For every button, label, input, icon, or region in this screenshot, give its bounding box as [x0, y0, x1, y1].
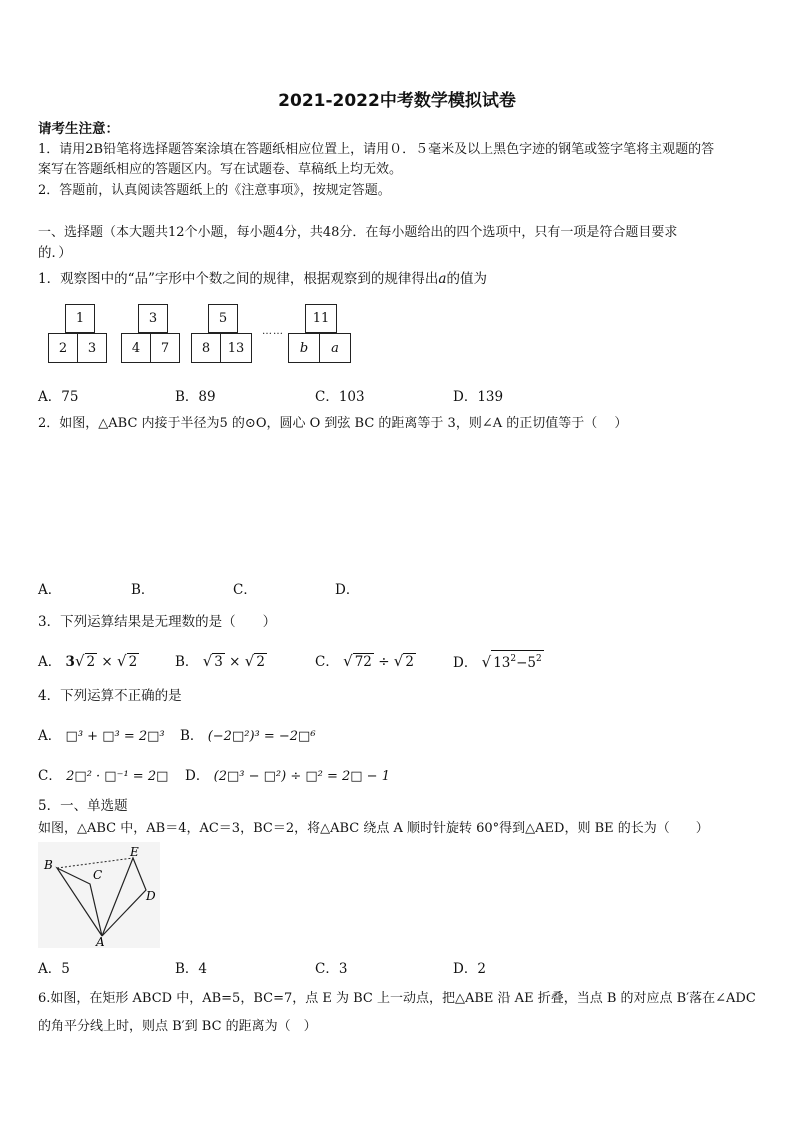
- q4-option-d-expression: (2□³ − □²) ÷ □² = 2□ − 1: [213, 769, 390, 784]
- q3-option-d-exp-2: 2: [536, 654, 542, 664]
- q4-option-c-expression: 2□² · □⁻¹ = 2□: [66, 769, 169, 784]
- notice-heading: 请考生注意：: [38, 121, 119, 137]
- q6-stem-line-1: 6.如图，在矩形 ABCD 中，AB=5，BC=7，点 E 为 BC 上一动点，把△ABE 沿 AE 折叠，当点 B 的对应点 B′落在∠ADC: [38, 991, 756, 1006]
- q3-option-d-radicand: [491, 650, 544, 671]
- q3-option-d-operator: −: [516, 655, 528, 671]
- q3-option-c[interactable]: C． √ 72 ÷ √ 2: [315, 652, 414, 670]
- section-heading-line-2: 的．）: [38, 245, 72, 261]
- q5-option-b[interactable]: B．4: [175, 961, 208, 977]
- q2-option-b[interactable]: B．: [131, 582, 155, 598]
- q5-heading: 5．一、单选题: [38, 798, 128, 814]
- q6-stem-line-2: 的角平分线上时，则点 B′到 BC 的距离为（ ）: [38, 1019, 317, 1034]
- q5-figure: [38, 842, 160, 948]
- notice-item-2: 2．答题前，认真阅读答题纸上的《注意事项》，按规定答题。: [38, 183, 391, 198]
- q3-option-b-label: B．: [175, 654, 199, 670]
- q4-stem: 4．下列运算不正确的是: [38, 688, 182, 704]
- q2-stem: 2．如图，△ABC 内接于半径为5 的⊙O，圆心 O 到弦 BC 的距离等于 3，则∠A 的正切值等于（ ）: [38, 416, 628, 431]
- q1-group-2-left: 4: [121, 333, 151, 363]
- q1-group-4-right: a: [319, 333, 351, 363]
- q3-option-d-base-1: 13: [493, 655, 511, 671]
- q3-option-a-radicand-1: 2: [86, 654, 96, 670]
- q3-option-b-radicand-1: 3: [214, 654, 223, 670]
- section-heading-line-1: 一、选择题（本大题共12个小题，每小题4分，共48分．在每小题给出的四个选项中，只有一项是符合题目要求: [38, 225, 678, 240]
- q4-option-c[interactable]: [38, 764, 168, 784]
- q1-option-b[interactable]: B．89: [175, 389, 216, 405]
- q3-option-c-operator: ÷: [378, 654, 390, 670]
- q3-option-a-operator: ×: [101, 654, 113, 670]
- q5-label-d: D: [146, 889, 156, 903]
- q5-option-c[interactable]: C．3: [315, 961, 348, 977]
- q1-group-4-top: 11: [305, 304, 337, 333]
- q1-option-c[interactable]: C．103: [315, 389, 365, 405]
- q3-option-d-label: D．: [453, 655, 478, 671]
- q3-option-a[interactable]: A． 3√ 2 × √ 2: [38, 652, 138, 670]
- q3-option-a-coef: 3: [65, 654, 75, 670]
- q3-stem: 3．下列运算结果是无理数的是（ ）: [38, 614, 277, 630]
- q4-option-b-expression: (−2□²)³ = −2□⁶: [207, 729, 316, 744]
- q3-option-c-radicand-2: 2: [405, 654, 414, 670]
- q2-option-a[interactable]: A．: [38, 582, 62, 598]
- q4-option-a-expression: □³ + □³ = 2□³: [65, 729, 165, 744]
- q5-stem: 如图，△ABC 中，AB＝4，AC＝3，BC＝2，将△ABC 绕点 A 顺时针旋转 60°得到△AED，则 BE 的长为（ ）: [38, 821, 709, 836]
- q1-group-1-top: 1: [65, 304, 95, 333]
- q1-stem-end: 的值为: [446, 271, 487, 287]
- q1-group-1-right: 3: [77, 333, 107, 363]
- q1-stem: [38, 268, 487, 290]
- q5-label-a: A: [96, 935, 105, 948]
- notice-item-1-line-2: 案写在答题纸相应的答题区内。写在试题卷、草稿纸上均无效。: [38, 162, 403, 177]
- q4-option-d[interactable]: [185, 764, 390, 784]
- q4-option-a-label: A．: [38, 728, 62, 744]
- q1-option-d[interactable]: D．139: [453, 389, 504, 405]
- q1-group-3-top: 5: [208, 304, 238, 333]
- q2-option-c[interactable]: C．: [233, 582, 257, 598]
- q3-option-a-radicand-2: 2: [128, 654, 138, 670]
- q1-variable: a: [438, 271, 447, 287]
- q5-label-e: E: [130, 845, 139, 859]
- q3-option-b-radicand-2: 2: [256, 654, 265, 670]
- q1-option-a[interactable]: A．75: [38, 389, 79, 405]
- q1-group-3-right: 13: [220, 333, 252, 363]
- q3-option-d-base-2: 5: [527, 655, 537, 671]
- q3-option-c-label: C．: [315, 654, 339, 670]
- q1-group-3-left: 8: [191, 333, 221, 363]
- q3-option-b[interactable]: B． √ 3 × √ 2: [175, 652, 265, 670]
- q4-option-c-label: C．: [38, 768, 62, 784]
- q1-group-1-left: 2: [48, 333, 78, 363]
- q2-option-d[interactable]: D．: [335, 582, 360, 598]
- q1-ellipsis: ……: [262, 326, 284, 337]
- q3-option-c-radicand-1: 72: [354, 654, 372, 670]
- q5-label-c: C: [93, 868, 103, 882]
- q4-option-b-label: B．: [180, 728, 204, 744]
- q1-group-4-left: b: [288, 333, 320, 363]
- notice-item-1-line-1: 1．请用2B铅笔将选择题答案涂填在答题纸相应位置上，请用０．５毫米及以上黑色字迹的钢笔或签字笔将主观题的答: [38, 142, 715, 157]
- q4-option-b[interactable]: [180, 724, 316, 744]
- q3-option-d-exp-1: 2: [510, 654, 517, 664]
- q3-option-b-operator: ×: [229, 654, 241, 670]
- q5-label-b: B: [44, 858, 53, 872]
- q1-stem-text: 1．观察图中的“品”字形中个数之间的规律，根据观察到的规律得出: [38, 271, 439, 287]
- page-title: 2021-2022中考数学模拟试卷: [278, 91, 516, 111]
- q1-group-2-right: 7: [150, 333, 180, 363]
- q3-option-a-label: A．: [38, 654, 62, 670]
- q5-option-d[interactable]: D．2: [453, 961, 486, 977]
- q1-group-2-top: 3: [138, 304, 168, 333]
- q3-option-d[interactable]: D． √ $13^2-5^2$: [453, 650, 544, 671]
- q5-option-a[interactable]: A．5: [38, 961, 70, 977]
- q4-option-a[interactable]: [38, 724, 165, 744]
- q4-option-d-label: D．: [185, 768, 210, 784]
